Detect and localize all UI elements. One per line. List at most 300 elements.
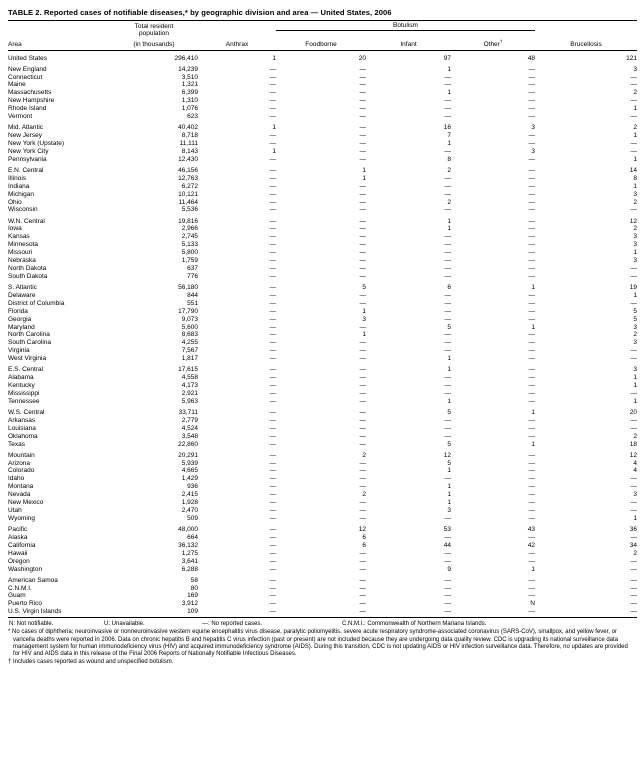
page-title: TABLE 2. Reported cases of notifiable diseases,* by geographic division and area — United States, 2006 (8, 8, 392, 17)
cell-brucellosis: — (630, 97, 637, 105)
cell-botulism-other: 42 (527, 541, 535, 549)
cell-area: Michigan (8, 190, 35, 198)
cell-population: 3,548 (181, 432, 198, 440)
table-row (8, 316, 637, 324)
cell-brucellosis: 2 (633, 124, 637, 132)
cell-botulism-other: — (528, 206, 535, 214)
cell-population: 8,718 (181, 132, 198, 140)
cell-population: 14,239 (178, 65, 198, 73)
cell-area: Nevada (8, 491, 31, 499)
cell-brucellosis: — (630, 140, 637, 147)
cell-anthrax: 1 (272, 54, 276, 62)
cell-botulism-infant: 5 (447, 459, 451, 467)
table-row (8, 148, 637, 156)
cell-botulism-infant: — (444, 432, 451, 440)
table-row (8, 526, 637, 534)
cell-botulism-other: N (530, 600, 535, 608)
cell-anthrax: — (269, 491, 276, 499)
cell-anthrax: — (269, 526, 276, 533)
cell-anthrax: — (269, 499, 276, 507)
cell-botulism-infant: 1 (447, 499, 451, 507)
cell-area: Indiana (8, 182, 30, 190)
cell-anthrax: — (269, 592, 276, 600)
cell-brucellosis: 2 (633, 89, 637, 97)
table-row (8, 382, 637, 390)
cell-anthrax: — (269, 155, 276, 163)
legend-no-reported-cases: —: No reported cases. (202, 621, 263, 628)
cell-botulism-other: — (528, 299, 535, 307)
cell-brucellosis: 18 (629, 440, 637, 448)
cell-botulism-other: — (528, 65, 535, 73)
table-row (8, 74, 637, 82)
cell-botulism-foodborne: — (359, 424, 366, 432)
table-row (8, 140, 637, 148)
cell-population: 40,402 (178, 124, 198, 132)
cell-botulism-infant: — (444, 97, 451, 105)
cell-botulism-foodborne: — (359, 264, 366, 272)
cell-population: 48,000 (178, 526, 198, 533)
cell-botulism-other: — (528, 499, 535, 507)
cell-botulism-other: — (528, 514, 535, 522)
cell-botulism-foodborne: — (359, 132, 366, 140)
cell-botulism-foodborne: — (359, 225, 366, 233)
cell-area: Louisiana (8, 424, 36, 432)
cell-botulism-infant: — (444, 272, 451, 280)
header-total-resident-1: Total resident (134, 22, 174, 30)
cell-population: 551 (187, 299, 198, 307)
cell-botulism-other: — (528, 592, 535, 600)
table-row (8, 339, 637, 347)
cell-botulism-foodborne: 1 (362, 307, 366, 315)
cell-botulism-other: — (528, 132, 535, 140)
cell-brucellosis: — (630, 347, 637, 355)
cell-botulism-foodborne: — (359, 97, 366, 105)
cell-anthrax: — (269, 416, 276, 424)
table-row (8, 191, 637, 199)
cell-anthrax: — (269, 291, 276, 299)
cell-area: E.S. Central (8, 366, 44, 374)
table-row (8, 433, 637, 441)
cell-brucellosis: — (630, 73, 637, 81)
cell-area: Virginia (8, 347, 30, 355)
cell-botulism-other: — (528, 382, 535, 390)
table-row (8, 441, 637, 449)
cell-population: 11,111 (179, 140, 198, 147)
cell-botulism-foodborne: — (359, 389, 366, 397)
cell-botulism-other: 1 (531, 440, 535, 448)
cell-botulism-infant: 1 (447, 89, 451, 97)
cell-brucellosis: 14 (629, 166, 637, 174)
cell-botulism-foodborne: — (359, 408, 366, 416)
cell-population: 1,817 (181, 355, 198, 363)
cell-botulism-foodborne: — (359, 565, 366, 573)
cell-botulism-other: 1 (531, 565, 535, 573)
cell-population: 3,912 (181, 600, 198, 608)
cell-area: Iowa (8, 225, 22, 233)
cell-area: Texas (8, 440, 25, 448)
cell-brucellosis: 8 (633, 174, 637, 182)
cell-brucellosis: — (630, 389, 637, 397)
cell-brucellosis: — (630, 206, 637, 214)
cell-botulism-foodborne: — (359, 190, 366, 198)
cell-botulism-other: — (528, 307, 535, 315)
cell-area: Vermont (8, 113, 33, 121)
cell-area: Mississippi (8, 389, 40, 397)
cell-anthrax: — (269, 315, 276, 323)
cell-botulism-infant: — (444, 182, 451, 190)
cell-area: Minnesota (8, 241, 38, 249)
header-other-footnote-marker: † (499, 39, 503, 45)
cell-botulism-infant: 5 (447, 440, 451, 448)
cell-area: South Carolina (8, 339, 51, 347)
cell-botulism-infant: 2 (447, 166, 451, 174)
cell-population: 3,641 (181, 557, 198, 565)
cell-botulism-infant: 9 (447, 565, 451, 573)
cell-anthrax: 1 (272, 124, 276, 132)
cell-area: Maryland (8, 323, 35, 331)
cell-brucellosis: 4 (633, 459, 637, 467)
table-row (8, 241, 637, 249)
cell-population: 1,310 (181, 97, 198, 105)
cell-botulism-foodborne: — (359, 397, 366, 405)
cell-botulism-foodborne: — (359, 206, 366, 214)
cell-population: 2,415 (181, 491, 198, 499)
cell-anthrax: — (269, 565, 276, 573)
cell-botulism-foodborne: — (359, 241, 366, 249)
cell-area: Montana (8, 483, 34, 491)
cell-botulism-other: — (528, 475, 535, 483)
cell-area: Alabama (8, 374, 34, 382)
cell-botulism-infant: — (444, 608, 451, 616)
table-row (8, 265, 637, 273)
cell-area: U.S. Virgin Islands (8, 608, 62, 616)
cell-brucellosis: 3 (633, 257, 637, 265)
cell-botulism-other: — (528, 507, 535, 514)
cell-population: 776 (187, 272, 198, 280)
cell-area: New Jersey (8, 132, 42, 140)
table-row (8, 542, 637, 550)
cell-botulism-foodborne: 1 (362, 166, 366, 174)
cell-botulism-other: — (528, 424, 535, 432)
cell-botulism-infant: — (444, 339, 451, 347)
cell-brucellosis: 1 (633, 105, 637, 113)
cell-botulism-other: — (528, 576, 535, 584)
cell-brucellosis: 1 (633, 182, 637, 190)
cell-area: Missouri (8, 249, 33, 257)
legend-not-notifiable: N: Not notifiable. (9, 621, 54, 628)
cell-botulism-other: — (528, 451, 535, 459)
cell-botulism-other: 1 (531, 283, 535, 291)
cell-botulism-other: — (528, 182, 535, 190)
cell-brucellosis: 1 (633, 291, 637, 299)
cell-botulism-foodborne: — (359, 499, 366, 507)
cell-population: 2,921 (181, 389, 198, 397)
table-row (8, 97, 637, 105)
cell-brucellosis: 19 (629, 283, 637, 291)
cell-botulism-other: — (528, 89, 535, 97)
cell-area: Kansas (8, 233, 30, 241)
cell-population: 1,321 (181, 81, 198, 89)
cell-brucellosis: 1 (633, 249, 637, 257)
cell-brucellosis: 5 (633, 315, 637, 323)
cell-brucellosis: 36 (629, 526, 637, 533)
cell-anthrax: — (269, 65, 276, 73)
cell-botulism-foodborne: — (359, 459, 366, 467)
cell-area: Ohio (8, 198, 22, 206)
cell-area: Wisconsin (8, 206, 38, 214)
cell-anthrax: — (269, 451, 276, 459)
cell-botulism-other: — (528, 315, 535, 323)
table-row (8, 550, 637, 558)
cell-botulism-foodborne: 1 (362, 174, 366, 182)
cell-brucellosis: 12 (629, 451, 637, 459)
cell-population: 11,464 (178, 198, 198, 206)
table-row (8, 390, 637, 398)
cell-area: New England (8, 65, 47, 73)
cell-brucellosis: — (630, 557, 637, 565)
cell-brucellosis: 2 (633, 331, 637, 339)
table-row (8, 366, 637, 374)
cell-anthrax: — (269, 198, 276, 206)
table-row (8, 491, 637, 499)
cell-botulism-other: — (528, 249, 535, 257)
table-row (8, 558, 637, 566)
cell-botulism-infant: 1 (447, 467, 451, 475)
cell-area: New York City (8, 147, 49, 155)
cell-botulism-other: — (528, 347, 535, 355)
table-row (8, 534, 637, 542)
table-row (8, 409, 637, 417)
cell-brucellosis: — (630, 576, 637, 584)
cell-botulism-other: — (528, 467, 535, 475)
cell-botulism-infant: 53 (443, 526, 451, 533)
table-row (8, 233, 637, 241)
table-row (8, 167, 637, 175)
table-row (8, 475, 637, 483)
cell-population: 56,180 (178, 283, 198, 291)
cell-area: Maine (8, 81, 26, 89)
cell-population: 36,132 (178, 541, 198, 549)
table-row (8, 257, 637, 265)
cell-botulism-infant: 1 (447, 366, 451, 374)
cell-botulism-foodborne: — (359, 73, 366, 81)
cell-botulism-foodborne: — (359, 382, 366, 390)
cell-botulism-infant: — (444, 307, 451, 315)
cell-botulism-foodborne: — (359, 147, 366, 155)
cell-botulism-foodborne: — (359, 576, 366, 584)
cell-brucellosis: — (630, 264, 637, 272)
cell-botulism-foodborne: — (359, 323, 366, 331)
cell-botulism-other: — (528, 73, 535, 81)
cell-anthrax: — (269, 467, 276, 475)
cell-botulism-other: — (528, 81, 535, 89)
cell-anthrax: — (269, 241, 276, 249)
cell-brucellosis: — (630, 507, 637, 514)
header-other-label: Other (483, 41, 500, 49)
cell-area: Illinois (8, 174, 27, 182)
cell-area: Oklahoma (8, 432, 38, 440)
cell-brucellosis: 2 (633, 225, 637, 233)
cell-botulism-infant: — (444, 241, 451, 249)
cell-anthrax: — (269, 397, 276, 405)
table-row (8, 206, 637, 214)
cell-botulism-other: — (528, 355, 535, 363)
cell-area: Pacific (8, 526, 28, 533)
cell-botulism-infant: — (444, 174, 451, 182)
cell-anthrax: — (269, 105, 276, 113)
cell-brucellosis: — (630, 483, 637, 491)
cell-botulism-infant: 2 (447, 198, 451, 206)
cell-anthrax: — (269, 217, 276, 225)
table-row (8, 324, 637, 332)
cell-area: Wyoming (8, 514, 36, 522)
cell-botulism-foodborne: — (359, 608, 366, 616)
footnote-dagger: † Includes cases reported as wound and unspecified botulism. (8, 658, 174, 665)
cell-botulism-infant: — (444, 331, 451, 339)
cell-botulism-other: — (528, 608, 535, 616)
cell-anthrax: — (269, 81, 276, 89)
cell-area: Connecticut (8, 73, 43, 81)
cell-botulism-other: — (528, 140, 535, 147)
cell-area: South Dakota (8, 272, 48, 280)
cell-anthrax: — (269, 225, 276, 233)
cell-population: 8,143 (181, 147, 198, 155)
cell-botulism-infant: 1 (447, 225, 451, 233)
cell-anthrax: — (269, 190, 276, 198)
cell-anthrax: — (269, 549, 276, 557)
header-anthrax: Anthrax (225, 41, 249, 49)
cell-anthrax: — (269, 299, 276, 307)
table-row (8, 608, 637, 616)
cell-area: Pennsylvania (8, 155, 47, 163)
cell-area: North Carolina (8, 331, 50, 339)
cell-brucellosis: — (630, 608, 637, 616)
cell-population: 509 (187, 514, 198, 522)
table-row (8, 249, 637, 257)
table-row (8, 577, 637, 585)
cell-population: 109 (187, 608, 198, 616)
cell-population: 33,711 (178, 408, 198, 416)
cell-area: Mid. Atlantic (8, 124, 44, 132)
table-row (8, 483, 637, 491)
header-total-resident-2: population (139, 30, 169, 38)
table-row (8, 566, 637, 574)
cell-anthrax: — (269, 206, 276, 214)
cell-brucellosis: 3 (633, 366, 637, 374)
cell-botulism-infant: 1 (447, 355, 451, 363)
cell-anthrax: — (269, 475, 276, 483)
cell-anthrax: — (269, 233, 276, 241)
table-row (8, 499, 637, 507)
cell-botulism-other: — (528, 397, 535, 405)
cell-anthrax: — (269, 132, 276, 140)
cell-botulism-foodborne: 6 (362, 541, 366, 549)
cell-area: Nebraska (8, 257, 36, 265)
cell-brucellosis: 3 (633, 323, 637, 331)
cell-area: New York (Upstate) (8, 140, 64, 147)
cell-botulism-infant: 16 (443, 124, 451, 132)
cell-population: 80 (190, 584, 198, 592)
cell-botulism-other: — (528, 557, 535, 565)
cell-population: 664 (187, 533, 198, 541)
cell-anthrax: — (269, 459, 276, 467)
cell-botulism-infant: — (444, 533, 451, 541)
cell-anthrax: — (269, 374, 276, 382)
cell-anthrax: — (269, 483, 276, 491)
table-row (8, 452, 637, 460)
cell-brucellosis: 34 (629, 541, 637, 549)
table-row (8, 175, 637, 183)
cell-anthrax: — (269, 389, 276, 397)
cell-botulism-foodborne: — (359, 113, 366, 121)
cell-population: 12,763 (178, 174, 198, 182)
cell-anthrax: — (269, 339, 276, 347)
cell-botulism-infant: 1 (447, 397, 451, 405)
cell-botulism-other: — (528, 416, 535, 424)
cell-brucellosis: — (630, 81, 637, 89)
cell-botulism-infant: — (444, 592, 451, 600)
cell-population: 12,430 (178, 155, 198, 163)
header-infant: Infant (400, 41, 417, 49)
table-row (8, 300, 637, 308)
cell-brucellosis: 1 (633, 397, 637, 405)
cell-area: New Hampshire (8, 97, 55, 105)
cell-population: 2,779 (181, 416, 198, 424)
table-row (8, 199, 637, 207)
cell-population: 3,510 (181, 73, 198, 81)
cell-botulism-other: — (528, 366, 535, 374)
cell-anthrax: — (269, 424, 276, 432)
cell-brucellosis: 4 (633, 467, 637, 475)
cell-anthrax: — (269, 355, 276, 363)
cell-botulism-foodborne: — (359, 557, 366, 565)
cell-botulism-foodborne: — (359, 416, 366, 424)
cell-brucellosis: 1 (633, 132, 637, 140)
cell-botulism-foodborne: — (359, 475, 366, 483)
cell-botulism-foodborne: — (359, 233, 366, 241)
cell-anthrax: — (269, 408, 276, 416)
cell-brucellosis: 3 (633, 491, 637, 499)
cell-area: United States (8, 54, 48, 62)
cell-population: 19,816 (178, 217, 198, 225)
cell-botulism-infant: 6 (447, 283, 451, 291)
cell-anthrax: — (269, 514, 276, 522)
cell-population: 2,745 (181, 233, 198, 241)
cell-area: Oregon (8, 557, 30, 565)
footnotes-block (8, 620, 633, 666)
table-row (8, 467, 637, 475)
cell-botulism-other: — (528, 549, 535, 557)
cell-botulism-infant: — (444, 190, 451, 198)
cell-botulism-other: — (528, 584, 535, 592)
cell-botulism-infant: 8 (447, 155, 451, 163)
cell-anthrax: — (269, 331, 276, 339)
cell-botulism-other: — (528, 241, 535, 249)
cell-brucellosis: — (630, 424, 637, 432)
cell-botulism-other: — (528, 233, 535, 241)
cell-brucellosis: 3 (633, 65, 637, 73)
table-row (8, 218, 637, 226)
cell-population: 4,558 (181, 374, 198, 382)
cell-brucellosis: 2 (633, 198, 637, 206)
cell-botulism-other: — (528, 491, 535, 499)
table-row (8, 515, 637, 523)
cell-anthrax: — (269, 382, 276, 390)
cell-botulism-foodborne: 2 (362, 451, 366, 459)
cell-area: American Samoa (8, 576, 58, 584)
cell-anthrax: — (269, 174, 276, 182)
cell-population: 20,291 (178, 451, 198, 459)
